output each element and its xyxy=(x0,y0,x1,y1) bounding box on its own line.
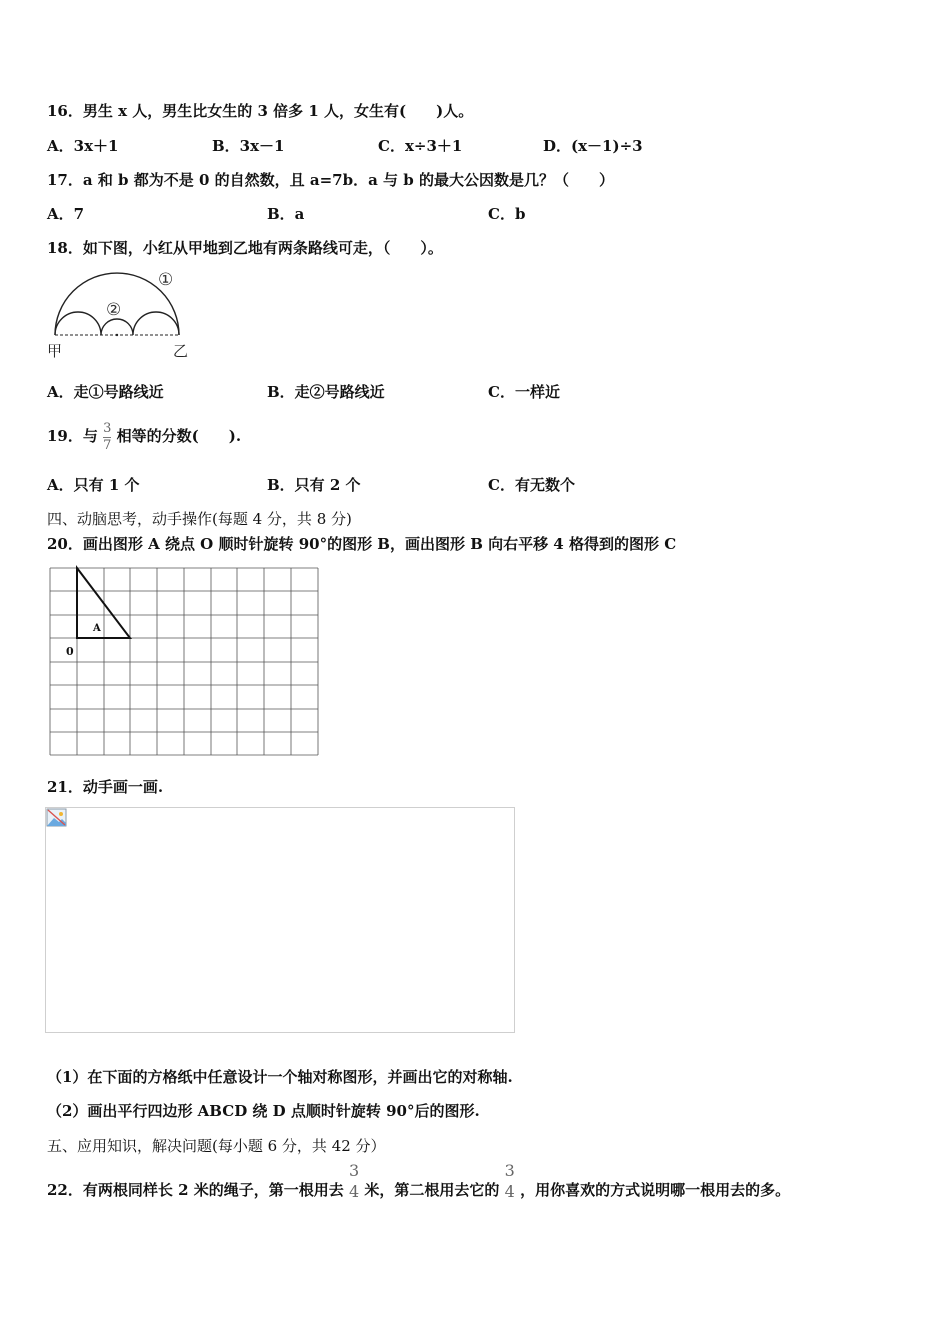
q19-fraction-numerator: 3 xyxy=(103,420,112,436)
q19-fraction-denominator: 7 xyxy=(103,437,112,453)
q22-line xyxy=(47,1160,790,1220)
triangle-a xyxy=(77,568,130,638)
q16-option-a: A．3x＋1 xyxy=(47,137,119,155)
q19-option-b: B．只有 2 个 xyxy=(267,476,361,494)
q19-prefix: 19．与 xyxy=(47,427,98,445)
q21-sub2: （2）画出平行四边形 ABCD 绕 D 点顺时针旋转 90°后的图形. xyxy=(47,1102,480,1120)
q19-suffix: 相等的分数( ). xyxy=(116,427,242,445)
route-2-label: ② xyxy=(106,300,122,320)
triangle-a-label: A xyxy=(93,623,101,634)
q18-option-a: A．走①号路线近 xyxy=(47,383,164,401)
q21-sub1: （1）在下面的方格纸中任意设计一个轴对称图形，并画出它的对称轴. xyxy=(47,1068,513,1086)
q16-option-c: C．x÷3＋1 xyxy=(378,137,463,155)
q21-text: 21．动手画一画. xyxy=(47,778,164,796)
q18-option-c: C．一样近 xyxy=(488,383,560,401)
q18-text: 18．如下图，小红从甲地到乙地有两条路线可走，（ ）。 xyxy=(47,239,443,257)
q22-part2: 米，第二根用去它的 xyxy=(364,1181,500,1199)
q22-fraction-2-denominator: 4 xyxy=(504,1181,515,1201)
q17-option-c: C．b xyxy=(488,205,526,223)
q17-option-a: A．7 xyxy=(47,205,85,223)
q22-part1: 22．有两根同样长 2 米的绳子，第一根用去 xyxy=(47,1181,344,1199)
q17-text: 17．a 和 b 都为不是 0 的自然数，且 a=7b．a 与 b 的最大公因数是几？（ ） xyxy=(47,171,614,189)
q19-fraction xyxy=(103,422,111,453)
q22-fraction-2 xyxy=(505,1162,515,1201)
q19-line xyxy=(47,414,241,458)
q22-fraction-1-denominator: 4 xyxy=(349,1181,360,1201)
q22-fraction-1-numerator: 3 xyxy=(349,1160,360,1180)
broken-image-icon xyxy=(46,808,68,828)
q16-option-b: B．3x－1 xyxy=(212,137,285,155)
section-4-heading: 四、动脑思考，动手操作(每题 4 分，共 8 分) xyxy=(47,510,352,528)
rotation-grid xyxy=(44,563,324,761)
center-dot xyxy=(116,334,118,336)
q16-option-d: D．(x－1)÷3 xyxy=(543,137,643,155)
q19-option-c: C．有无数个 xyxy=(488,476,575,494)
q16-text: 16．男生 x 人，男生比女生的 3 倍多 1 人，女生有( )人。 xyxy=(47,102,474,120)
q17-option-b: B．a xyxy=(267,205,305,223)
broken-image-frame xyxy=(45,807,515,1033)
q20-text: 20．画出图形 A 绕点 O 顺时针旋转 90°的图形 B，画出图形 B 向右平移 4 格得到的图形 C xyxy=(47,535,677,553)
end-label: 乙 xyxy=(173,342,189,360)
q19-option-a: A．只有 1 个 xyxy=(47,476,140,494)
route-figure xyxy=(45,265,195,365)
q22-fraction-2-numerator: 3 xyxy=(504,1160,515,1180)
point-o-label: 0 xyxy=(66,645,74,658)
section-5-heading: 五、应用知识，解决问题(每小题 6 分，共 42 分） xyxy=(47,1137,386,1155)
q22-part3: ，用你喜欢的方式说明哪一根用去的多。 xyxy=(520,1181,791,1199)
start-label: 甲 xyxy=(47,342,63,360)
q22-fraction-1 xyxy=(349,1162,359,1201)
route-1-label: ① xyxy=(158,270,174,290)
q18-option-b: B．走②号路线近 xyxy=(267,383,385,401)
